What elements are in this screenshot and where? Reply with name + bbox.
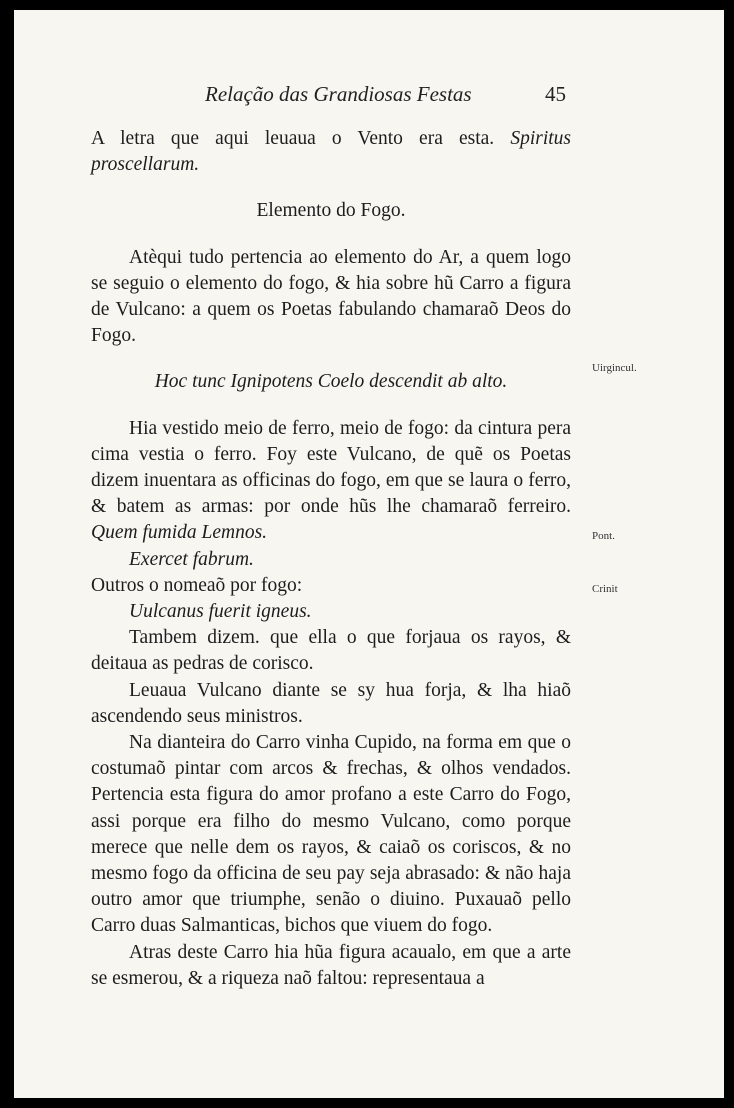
paragraph-1 (91, 126, 571, 178)
paragraph-4: Outros o nomeaõ por fogo: (91, 574, 303, 596)
margin-note-pont: Pont. (592, 530, 615, 542)
paragraph-1-text: A letra que aqui leuaua o Vento era esta. (91, 128, 495, 149)
paragraph-3 (91, 416, 571, 547)
paragraph-3-text: Hia vestido meio de ferro, meio de fogo: da cintura pera cima vestia o ferro. Foy este Vulcano, de quẽ os Poetas dizem inuentara as officinas do fogo, em que se laura o ferro, & batem as armas: por onde hũs lhe chamaraõ ferreiro. (91, 417, 571, 518)
paragraph-7: Na dianteira do Carro vinha Cupido, na forma em que o costumaõ pintar com arcos & frechas, & olhos vendados. Pertencia esta figura do amor profano a este Carro do Fogo, assi porque era filho do mesmo Vulcano, como porque merece que nelle dem os rayos, & caiaõ os coriscos, & no mesmo fogo da officina de seu pay seja abrasado: & não haja outro amor que triumphe, senão o diuino. Puxauaõ pello Carro duas Salmanticas, bichos que viuem do fogo. (91, 732, 571, 937)
margin-note-virgil: Uirgincul. (592, 362, 637, 374)
running-title: Relação das Grandiosas Festas (205, 82, 472, 106)
paragraph-6: Leuaua Vulcano diante se sy hua forja, & lha hiaõ ascendendo seus ministros. (91, 679, 571, 727)
latin-quote-1: Hoc tunc Ignipotens Coelo descendit ab alto. (154, 371, 508, 393)
section-heading: Elemento do Fogo. (256, 200, 406, 222)
paragraph-5: Tambem dizem. que ella o que forjaua os rayos, & deitaua as pedras de corisco. (91, 627, 571, 675)
latin-quote-3: Uulcanus fuerit igneus. (129, 601, 312, 623)
paragraph-1-latin: Spiritus proscellarum. (91, 128, 571, 176)
margin-note-crinit: Crinit (592, 583, 618, 595)
paragraph-3-latin: Quem fumida Lemnos. (91, 522, 268, 544)
paragraph-2: Atèqui tudo pertencia ao elemento do Ar, a quem logo se seguio o elemento do fogo, & hia sobre hũ Carro a figura de Vulcano: a quem os Poetas fabulando chamaraõ Deos do Fogo. (91, 246, 571, 347)
latin-quote-2: Exercet fabrum. (129, 548, 254, 570)
book-page (14, 10, 724, 1098)
page-header (14, 82, 724, 112)
page-body (91, 126, 571, 992)
page-number: 45 (545, 82, 566, 106)
paragraph-8: Atras deste Carro hia hũa figura acaualo, em que a arte se esmerou, & a riqueza naõ faltou: representaua a (91, 941, 571, 989)
